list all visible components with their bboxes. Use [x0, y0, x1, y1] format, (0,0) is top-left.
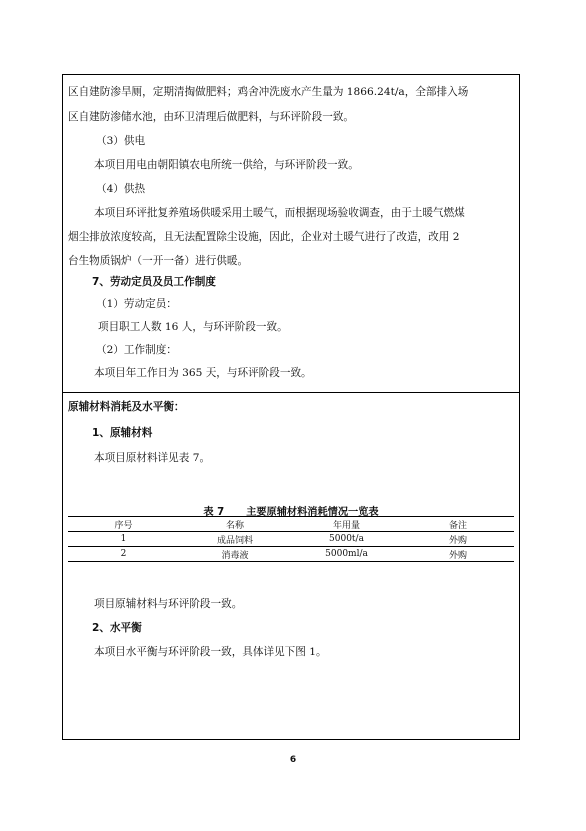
col-header-no: 序号 [114, 520, 133, 531]
table-caption-title: 主要原辅材料消耗情况一览表 [246, 507, 379, 518]
subheading-schedule: （2）工作制度： [96, 344, 177, 356]
heading-staffing: 7、劳动定员及员工作制度 [92, 276, 216, 288]
text-heating-2: 烟尘排放浓度较高，且无法配置除尘设施，因此，企业对土暖气进行了改造，改用 2 [68, 231, 460, 243]
subheading-heating: （4）供热 [96, 183, 146, 195]
text-power: 本项目用电由朝阳镇农电所统一供给，与环评阶段一致。 [94, 159, 359, 171]
text-line-1: 区自建防渗旱厕，定期清掏做肥料；鸡舍冲洗废水产生量为 1866.24t/a，全部排入场 [68, 86, 469, 98]
text-after-table: 项目原辅材料与环评阶段一致。 [94, 598, 243, 610]
col-header-remark: 备注 [448, 520, 467, 531]
cell-usage: 5000ml/a [325, 549, 368, 559]
text-water-balance: 本项目水平衡与环评阶段一致，具体详见下图 1。 [94, 646, 327, 658]
text-heating-3: 台生物质锅炉（一开一备）进行供暖。 [68, 255, 249, 267]
text-line-2: 区自建防渗储水池，由环卫清理后做肥料，与环评阶段一致。 [68, 111, 355, 123]
materials-table [68, 516, 514, 562]
heading-raw-materials: 1、原辅材料 [92, 427, 153, 439]
text-schedule: 本项目年工作日为 365 天，与环评阶段一致。 [94, 367, 312, 379]
cell-no: 1 [120, 534, 127, 544]
cell-remark: 外购 [448, 550, 467, 561]
subheading-staff: （1）劳动定员： [96, 298, 177, 310]
text-heating-1: 本项目环评批复养殖场供暖采用土暖气，而根据现场验收调查，由于土暖气燃煤 [94, 207, 465, 219]
text-table-ref: 本项目原材料详见表 7。 [94, 452, 211, 464]
section-divider [62, 392, 520, 393]
cell-name: 消毒液 [221, 550, 249, 561]
cell-remark: 外购 [448, 535, 467, 546]
cell-name: 成品饲料 [216, 535, 253, 546]
table-header-row [68, 517, 514, 532]
subheading-power: （3）供电 [96, 135, 146, 147]
page-number: 6 [289, 755, 297, 765]
heading-water-balance: 2、水平衡 [92, 622, 142, 634]
text-staff: 项目职工人数 16 人，与环评阶段一致。 [98, 321, 288, 333]
cell-no: 2 [120, 549, 127, 559]
table-row [68, 532, 514, 547]
col-header-name: 名称 [225, 520, 244, 531]
col-header-annual-usage: 年用量 [332, 520, 360, 531]
heading-materials-water: 原辅材料消耗及水平衡： [68, 401, 185, 413]
table-row [68, 547, 514, 562]
cell-usage: 5000t/a [329, 534, 364, 544]
table-caption-number: 表 7 [203, 507, 225, 518]
